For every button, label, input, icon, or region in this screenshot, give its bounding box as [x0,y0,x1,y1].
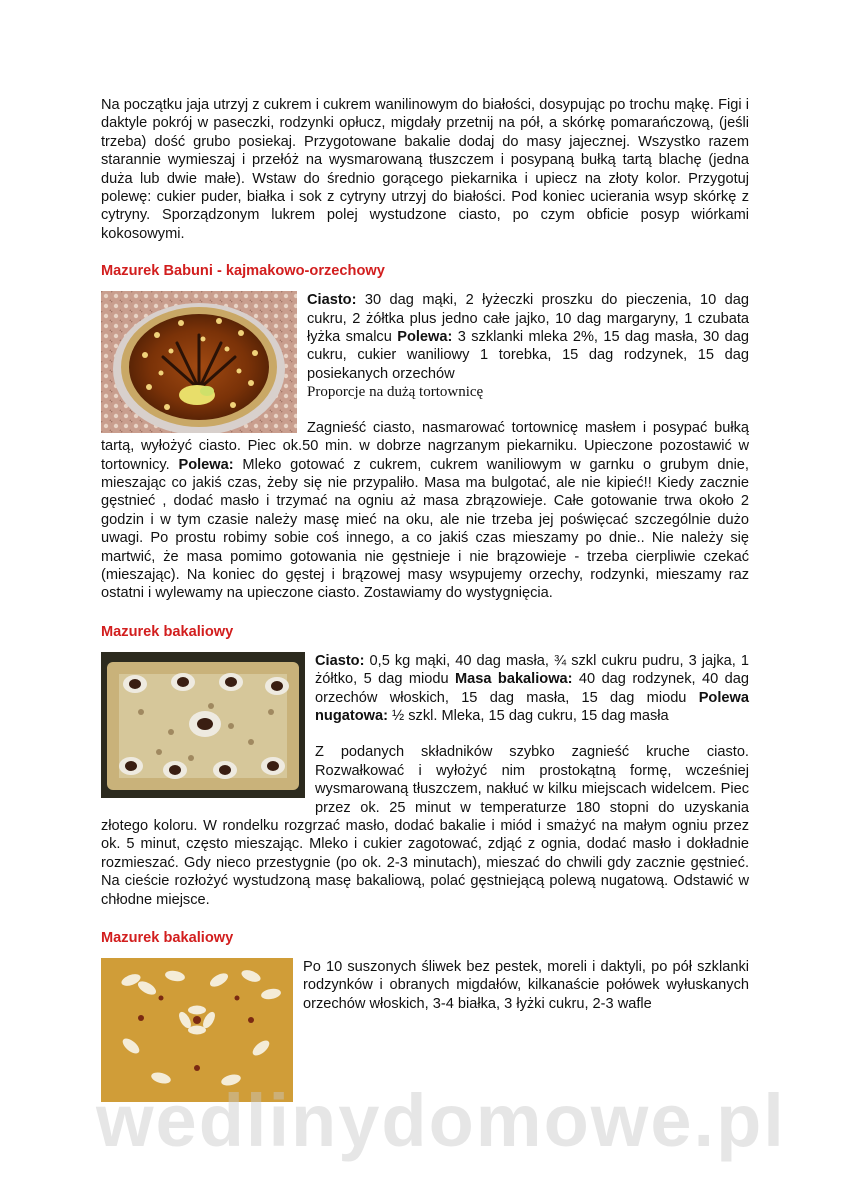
recipe-section-3 [101,929,749,1013]
method-text: Zagnieść ciasto, nasmarować tortownicę masłem i posypać bułką tartą, wyłożyć ciasto. Piec ok.50 min. w dobrze nagrzanym piekarniku. Upieczone pozostawić w tortownicy. [101,419,749,473]
recipe-ingredients: Po 10 suszonych śliwek bez pestek, moreli i daktyli, po pół szklanki rodzynków i obranych migdałów, kilkanaście połówek wyłuskanych orzechów włoskich, 3-4 białka, 3 łyżki cukru, 2-3 wafle [303,959,749,1012]
polewa-label: Polewa: [397,329,453,346]
mazurek-babuni-photo [101,291,297,433]
method-polewa-label: Polewa: [178,456,234,473]
intro-paragraph: Na początku jaja utrzyj z cukrem i cukrem wanilinowym do białości, dosypując po trochu mąkę. Figi i daktyle pokrój w paseczki, rodzynki opłucz, migdały przetnij na pół, a skórkę pomarańczową, (jeśli trzeba) dość grubo posiekaj. Przygotowane bakalie dodaj do masy jajecznej. Wszystko razem starannie wymieszaj i przełóż na wysmarowaną tłuszczem i posypaną bułką tartą blachę (jedna duża lub dwie małe). Wstaw do średnio gorącego piekarnika i upiecz na złoty kolor. Przygotuj polewę: cukier puder, białka i sok z cytryny utrzyj do białości. Pod koniec ucierania wsyp skórkę z cytryny. Sporządzonym lukrem polej wystudzone ciasto, po czym obficie posyp wiórkami kokosowymi. [101,97,749,242]
masa-bakaliowa-text: 40 dag rodzynek, 40 dag orzechów włoskich, 15 dag masła, 15 dag miodu [315,671,749,706]
watermark: wedlinydomowe.pl [96,1079,786,1162]
recipe-title: Mazurek bakaliowy [101,623,234,640]
polewa-nugatowa-label: Polewa nugatowa: [315,689,749,724]
proportions-note: Proporcje na dużą tortownicę [307,384,484,401]
polewa-text: 3 szklanki mleka 2%, 15 dag masła, 30 dag cukru, cukier waniliowy 1 torebka, 15 dag rodzynek, 15 dag posiekanych orzechów [307,329,749,382]
recipe-method [101,419,749,603]
masa-bakaliowa-label: Masa bakaliowa: [455,671,573,688]
recipe-section-1 [101,262,749,603]
ciasto-label: Ciasto: [307,292,357,309]
ciasto-label: Ciasto: [315,652,365,669]
mazurek-bakaliowy-2-photo [101,958,293,1102]
recipe-method: Z podanych składników szybko zagnieść kruche ciasto. Rozwałkować i wyłożyć nim prostokątną formę, wcześniej wysmarowaną tłuszczem, nakłuć w kilku miejscach widelcem. Piec przez ok. 25 minut w temperaturze 180 stopni do uzyskania złotego koloru. W rondelku rozgrzać masło, dodać bakalie i miód i smażyć na małym ogniu przez ok. 5 minut, często mieszając. Mleko i cukier zagotować, zdjąć z ognia, dodać masło i dokładnie rozmieszać. Gdy nieco przestygnie (po ok. 2-3 minutach), mieszać do chwili gdy zacznie gęstnieć. Na cieście rozłożyć wystudzoną masę bakaliową, polać gęstniejącą polewą nugatową. Odstawić w chłodne miejsce. [101,744,749,908]
ciasto-text: 30 dag mąki, 2 łyżeczki proszku do pieczenia, 10 dag cukru, 2 żółtka plus jedno całe jajko, 10 dag margaryny, 1 czubata łyżka smalcu [307,292,749,346]
mazurek-bakaliowy-photo [101,652,305,798]
recipe-title: Mazurek Babuni - kajmakowo-orzechowy [101,263,385,280]
document-page [101,96,749,1104]
polewa-nugatowa-text: ½ szkl. Mleka, 15 dag cukru, 15 dag masła [387,707,669,724]
method-text-continued: Mleko gotować z cukrem, cukrem waniliowym w garnku o grubym dnie, mieszając co jakiś czas, żeby się nie przypaliło. Masa ma bulgotać, ale nie kipieć!! Kiedy zacznie gęstnieć , dodać masło i trzymać na ogniu aż masa zbrązowieje. Całe gotowanie trwa około 2 godzin i w tym czasie należy masę mieć na oku, ale nie trzeba jej poświęcać szczególnie dużo uwagi. Po prostu robimy sobie coś innego, a co jakiś czas mieszamy po dnie.. Nie należy się martwić, że masa pomimo gotowania nie gęstnieje i nie brązowieje - trzeba cierpliwie czekać (mieszając). Na koniec do gęstej i brązowej masy wsypujemy orzechy, rodzynki, mieszamy raz ostatni i wylewamy na upieczone ciasto. Zostawiamy do wystygnięcia. [101,456,749,602]
ciasto-text: 0,5 kg mąki, 40 dag masła, ¾ szkl cukru pudru, 3 jajka, 1 żółtko, 5 dag miodu [315,652,749,688]
recipe-title: Mazurek bakaliowy [101,930,234,947]
recipe-section-2 [101,623,749,909]
